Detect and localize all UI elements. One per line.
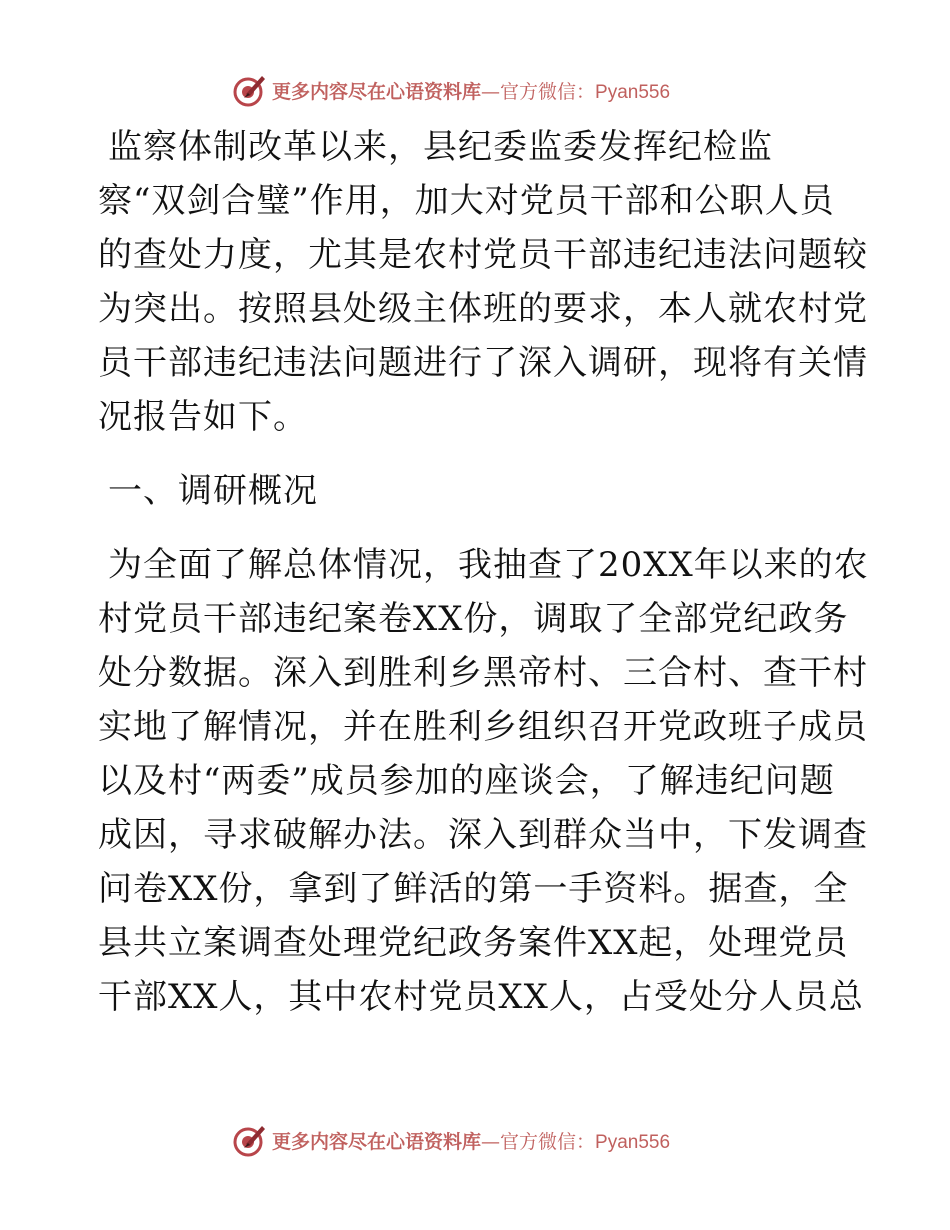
paragraph-line: 察“双剑合璧”作用，加大对党员干部和公职人员: [98, 181, 835, 221]
paragraph-line: 村党员干部违纪案卷XX份，调取了全部党纪政务: [98, 599, 849, 639]
quill-seal-icon: [232, 1122, 268, 1158]
watermark-dash: —: [481, 80, 501, 103]
section1-paragraph: [98, 538, 869, 1024]
watermark-wechat-id: Pyan556: [595, 1131, 671, 1153]
paragraph-line: 以及村“两委”成员参加的座谈会，了解违纪问题: [98, 761, 835, 801]
watermark-text: [272, 77, 670, 104]
watermark-dash: —: [481, 1130, 501, 1153]
paragraph-line: 问卷XX份，拿到了鲜活的第一手资料。据查，全: [98, 869, 849, 909]
paragraph-line: 实地了解情况，并在胜利乡组织召开党政班子成员: [98, 707, 868, 747]
paragraph-line: 成因，寻求破解办法。深入到群众当中，下发调查: [98, 815, 868, 855]
section-heading: 一、调研概况: [108, 471, 318, 511]
watermark-main-text: 更多内容尽在心语资料库: [272, 1130, 482, 1153]
watermark-wechat-id: Pyan556: [595, 81, 671, 103]
watermark-footer: [232, 1122, 670, 1158]
watermark-wechat-label: 官方微信：: [500, 80, 596, 103]
paragraph-line: 况报告如下。: [98, 397, 308, 437]
paragraph-line: 监察体制改革以来，县纪委监委发挥纪检监: [108, 127, 773, 167]
intro-paragraph: [98, 120, 868, 444]
watermark-wechat-label: 官方微信：: [500, 1130, 596, 1153]
paragraph-line: 的查处力度，尤其是农村党员干部违纪违法问题较: [98, 235, 868, 275]
watermark-text: [272, 1127, 670, 1154]
paragraph-line: 员干部违纪违法问题进行了深入调研，现将有关情: [98, 343, 868, 383]
paragraph-line: 为突出。按照县处级主体班的要求，本人就农村党: [98, 289, 868, 329]
watermark-header: [232, 72, 670, 108]
paragraph-line: 为全面了解总体情况，我抽查了20XX年以来的农: [108, 545, 869, 585]
paragraph-line: 县共立案调查处理党纪政务案件XX起，处理党员: [98, 923, 849, 963]
quill-seal-icon: [232, 72, 268, 108]
paragraph-line: 处分数据。深入到胜利乡黑帝村、三合村、查干村: [98, 653, 868, 693]
document-body: [98, 120, 869, 1024]
watermark-main-text: 更多内容尽在心语资料库: [272, 80, 482, 103]
paragraph-line: 干部XX人，其中农村党员XX人，占受处分人员总: [98, 977, 864, 1017]
